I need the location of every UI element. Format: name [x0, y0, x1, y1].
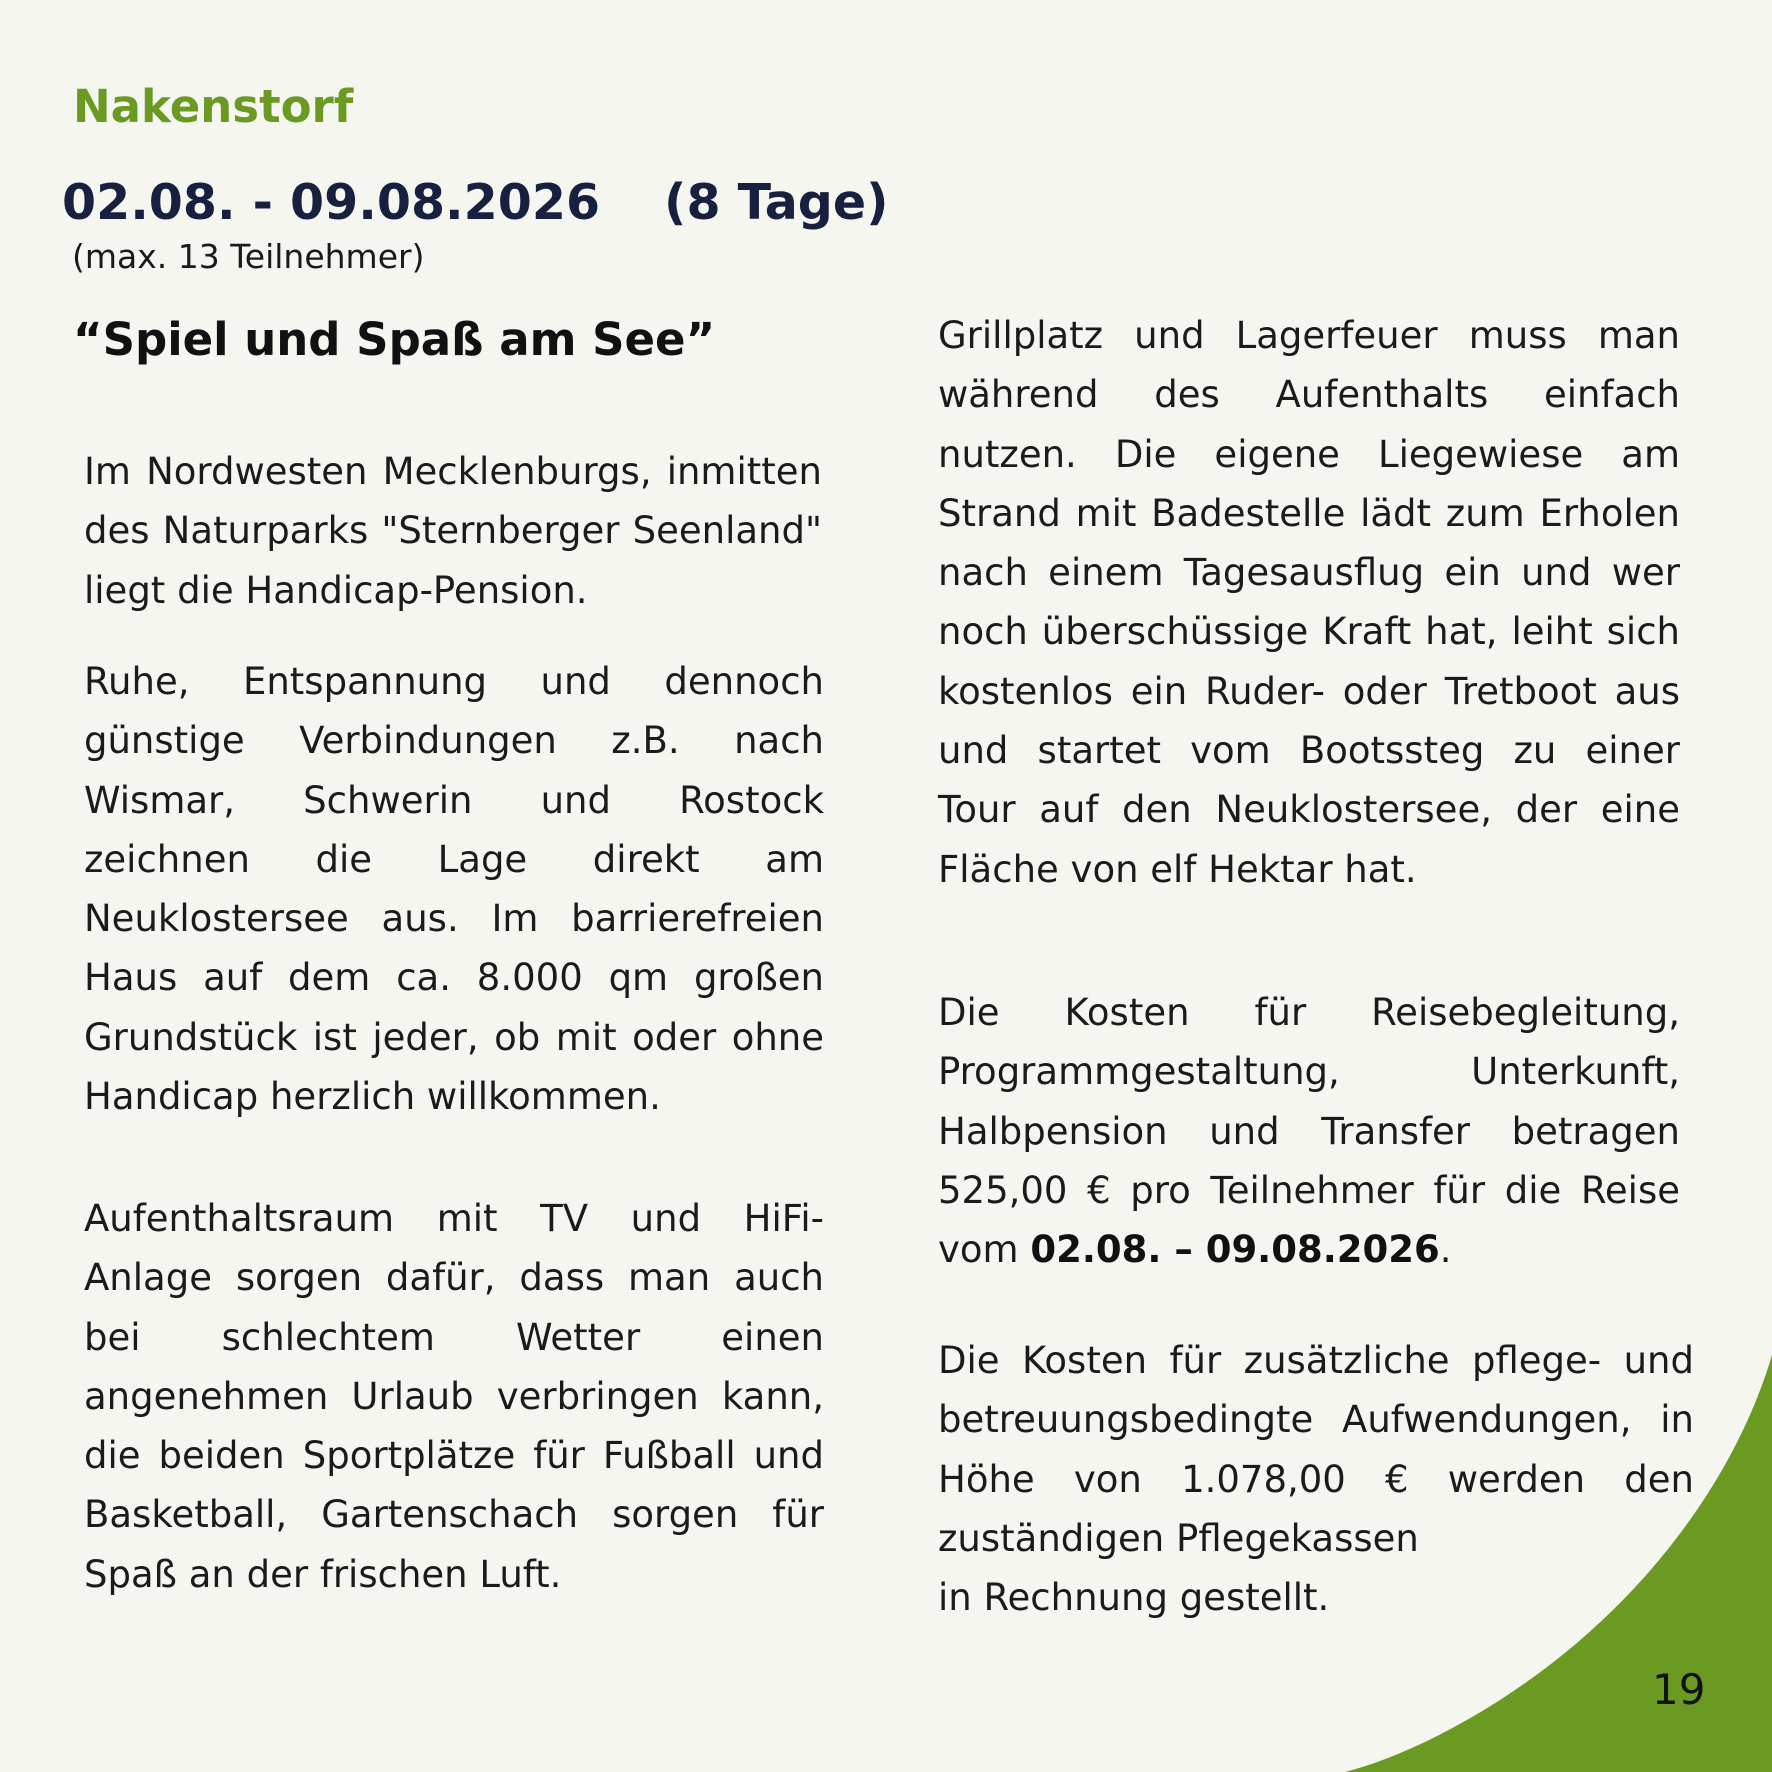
costs-text-end: . — [1439, 1228, 1452, 1272]
costs-text: Die Kosten für Reisebegleitung, Programmgestaltung, Unterkunft, Halbpension und Transfer betragen 525,00 € pro Teilnehmer für die Reise vom — [938, 991, 1680, 1272]
travel-dates-line — [62, 176, 888, 230]
trip-subtitle: “Spiel und Spaß am See” — [73, 313, 716, 366]
costs-travel-dates: 02.08. – 09.08.2026 — [1030, 1228, 1440, 1272]
left-paragraph-location: Im Nordwesten Mecklenburgs, inmitten des Naturparks "Sternberger Seenland" liegt die Handicap-Pension. — [84, 450, 822, 612]
care-costs-last-line: in Rechnung gestellt. — [938, 1576, 1330, 1620]
page-number: 19 — [1652, 1665, 1706, 1714]
right-paragraph-activities: Grillplatz und Lagerfeuer muss man während des Aufenthalts einfach nutzen. Die eigene Liegewiese am Strand mit Badestelle lädt zum Erholen nach einem Tagesausflug ein und wer noch überschüssige Kraft hat, leiht sich kostenlos ein Ruder- oder Tretboot aus und startet vom Bootssteg zu einer Tour auf den Neuklostersee, der eine Fläche von elf Hektar hat. — [938, 314, 1680, 891]
travel-duration: (8 Tage) — [664, 174, 889, 231]
left-paragraph-situation: Ruhe, Entspannung und dennoch günstige Verbindungen z.B. nach Wismar, Schwerin und Rostock zeichnen die Lage direkt am Neuklostersee aus. Im barrierefreien Haus auf dem ca. 8.000 qm großen Grundstück ist jeder, ob mit oder ohne Handicap herzlich willkommen. — [84, 660, 824, 1119]
left-paragraph-facilities: Aufenthaltsraum mit TV und HiFi-Anlage sorgen dafür, dass man auch bei schlechtem Wetter einen angenehmen Urlaub verbringen kann, die beiden Sportplätze für Fußball und Basketball, Gartenschach sorgen für Spaß an der frischen Luft. — [84, 1197, 824, 1596]
place-title: Nakenstorf — [73, 80, 354, 133]
right-paragraph-care-costs — [938, 1331, 1694, 1627]
participant-capacity: (max. 13 Teilnehmer) — [72, 237, 425, 276]
travel-dates: 02.08. - 09.08.2026 — [62, 174, 601, 231]
right-paragraph-costs — [938, 983, 1680, 1279]
care-costs-text: Die Kosten für zusätzliche pflege- und betreuungsbedingte Aufwendungen, in Höhe von 1.078,00 € werden den zuständigen Pflegekassen — [938, 1339, 1694, 1560]
